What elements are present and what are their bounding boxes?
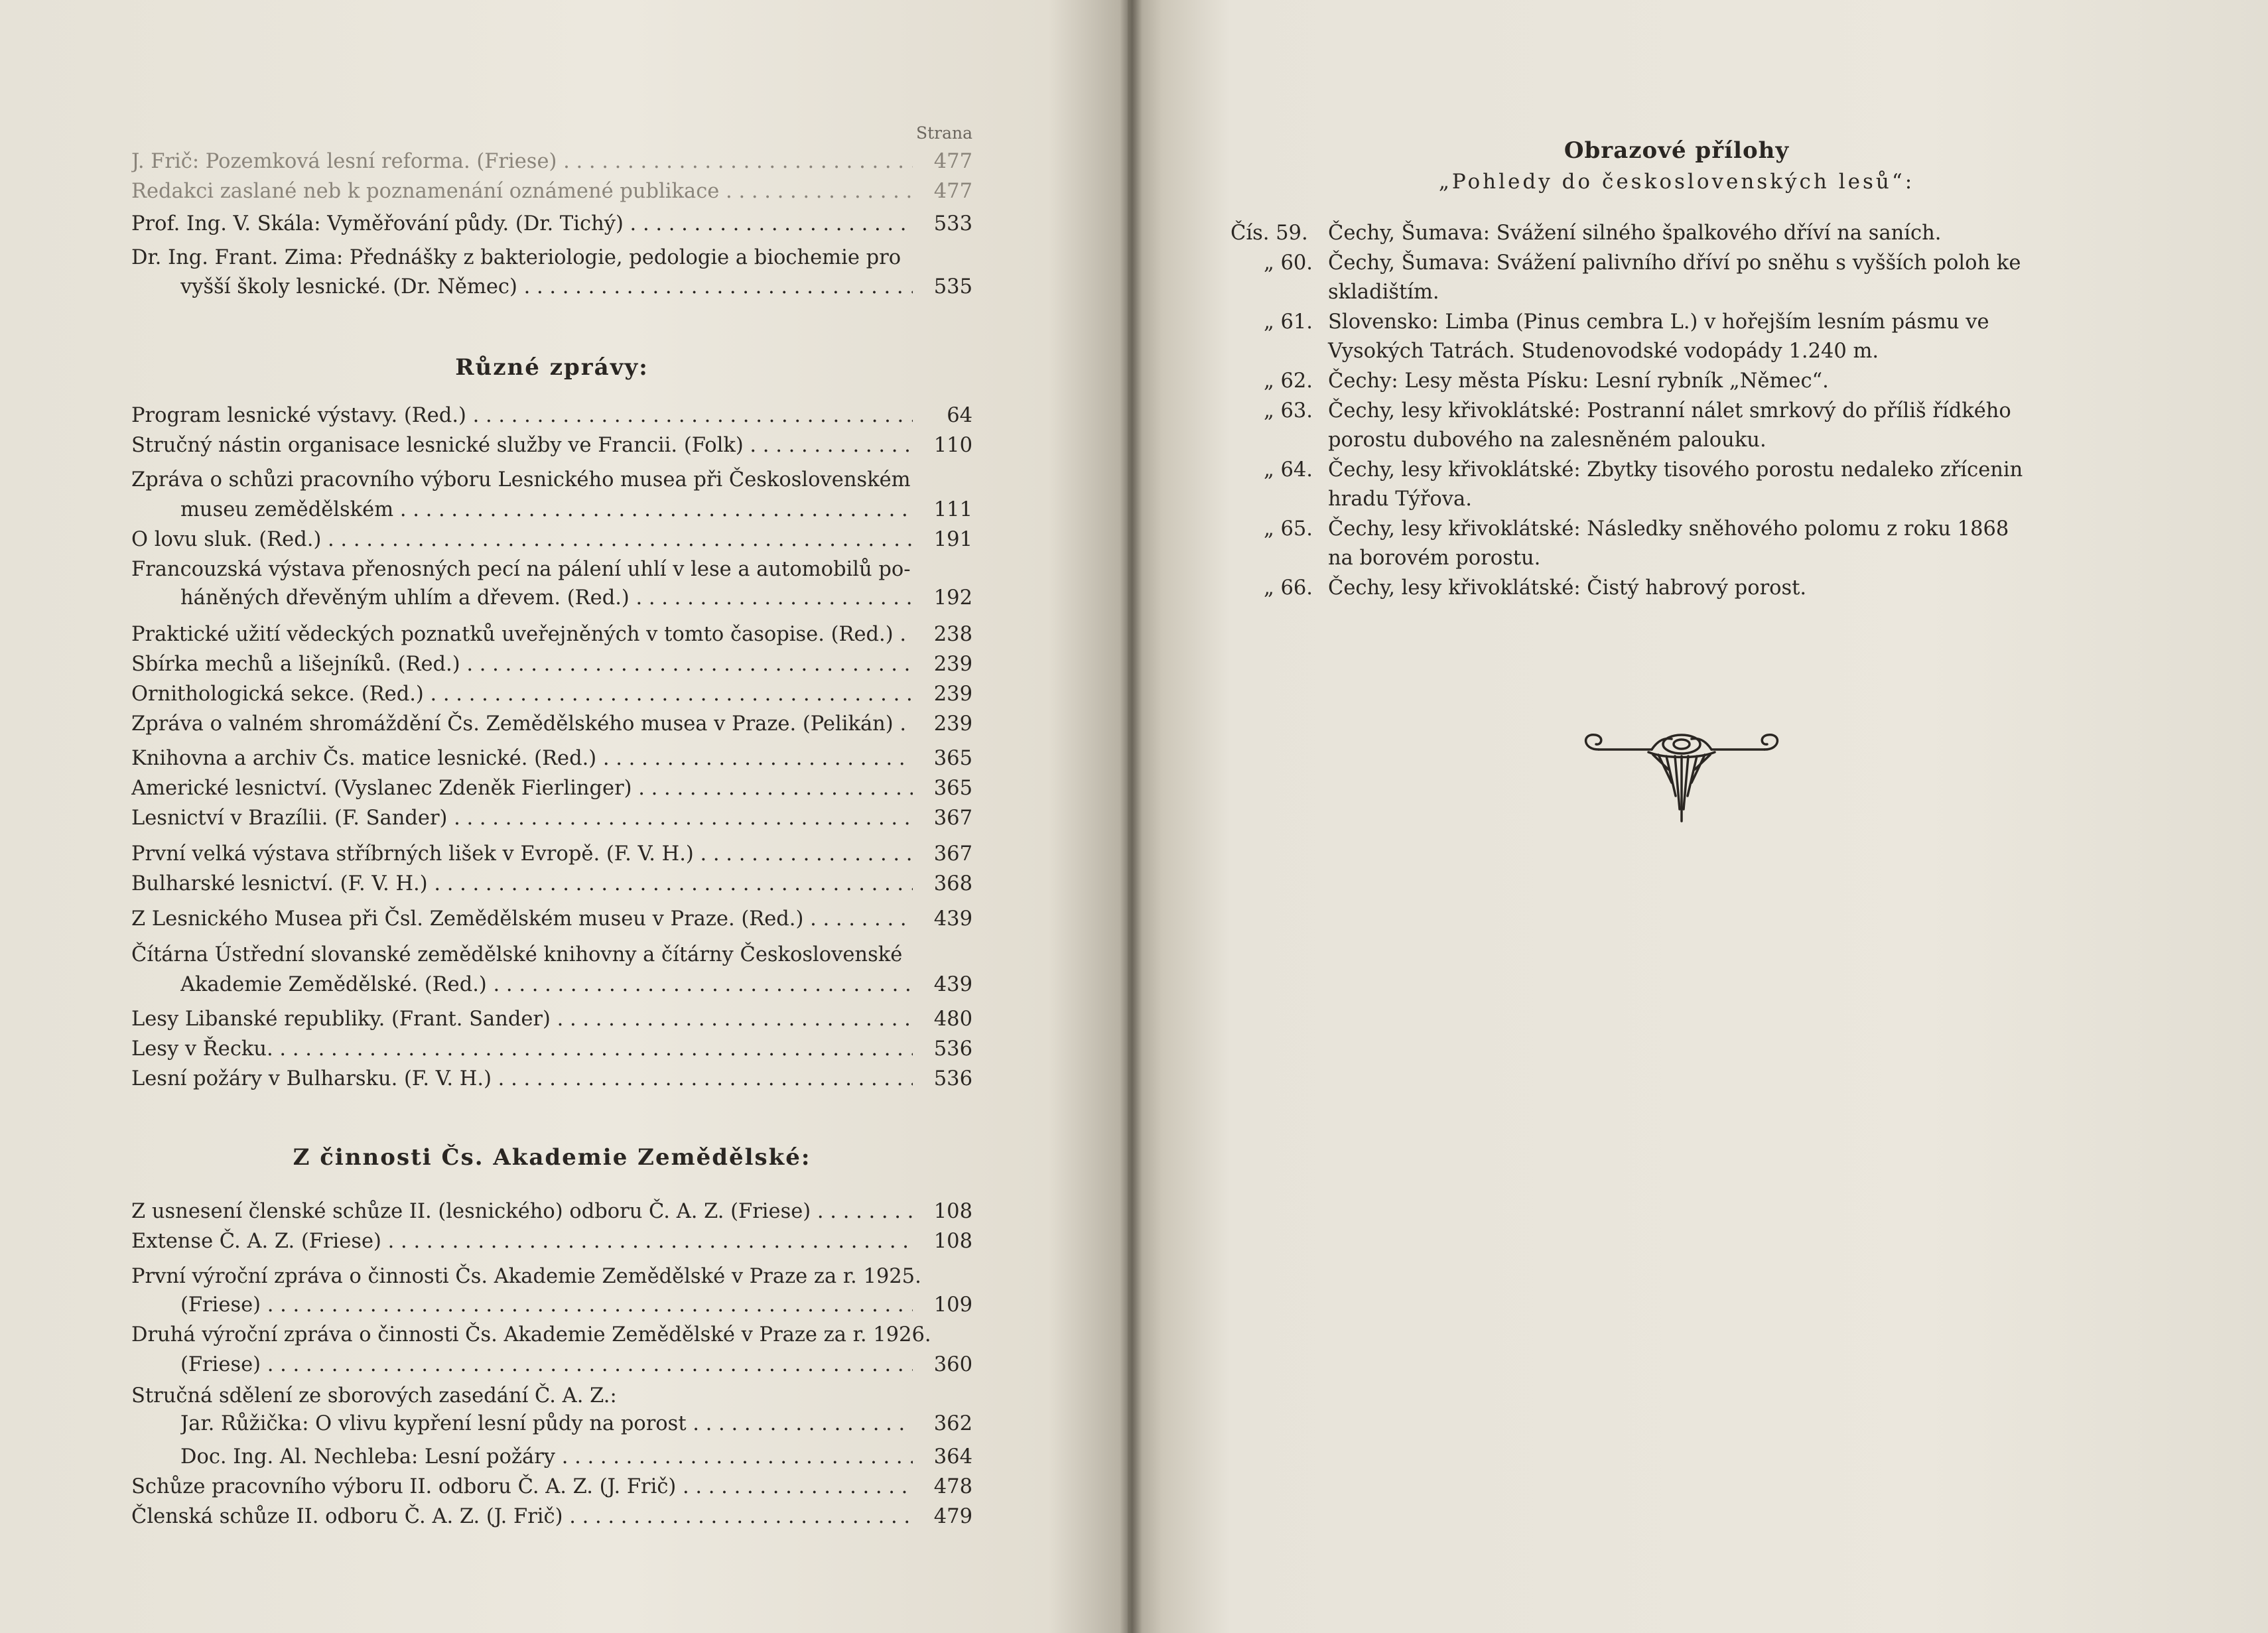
page-title: Obrazové přílohy — [1564, 137, 1790, 164]
fleuron-ornament-icon — [1579, 730, 1784, 836]
book-gutter — [1120, 0, 1142, 1633]
page-column-label: Strana — [915, 123, 972, 143]
section-heading: Z činnosti Čs. Akademie Zemědělské: — [293, 1144, 811, 1171]
section-heading: Různé zprávy: — [455, 354, 649, 381]
page-subtitle: „Pohledy do československých lesů“: — [1438, 170, 1915, 194]
